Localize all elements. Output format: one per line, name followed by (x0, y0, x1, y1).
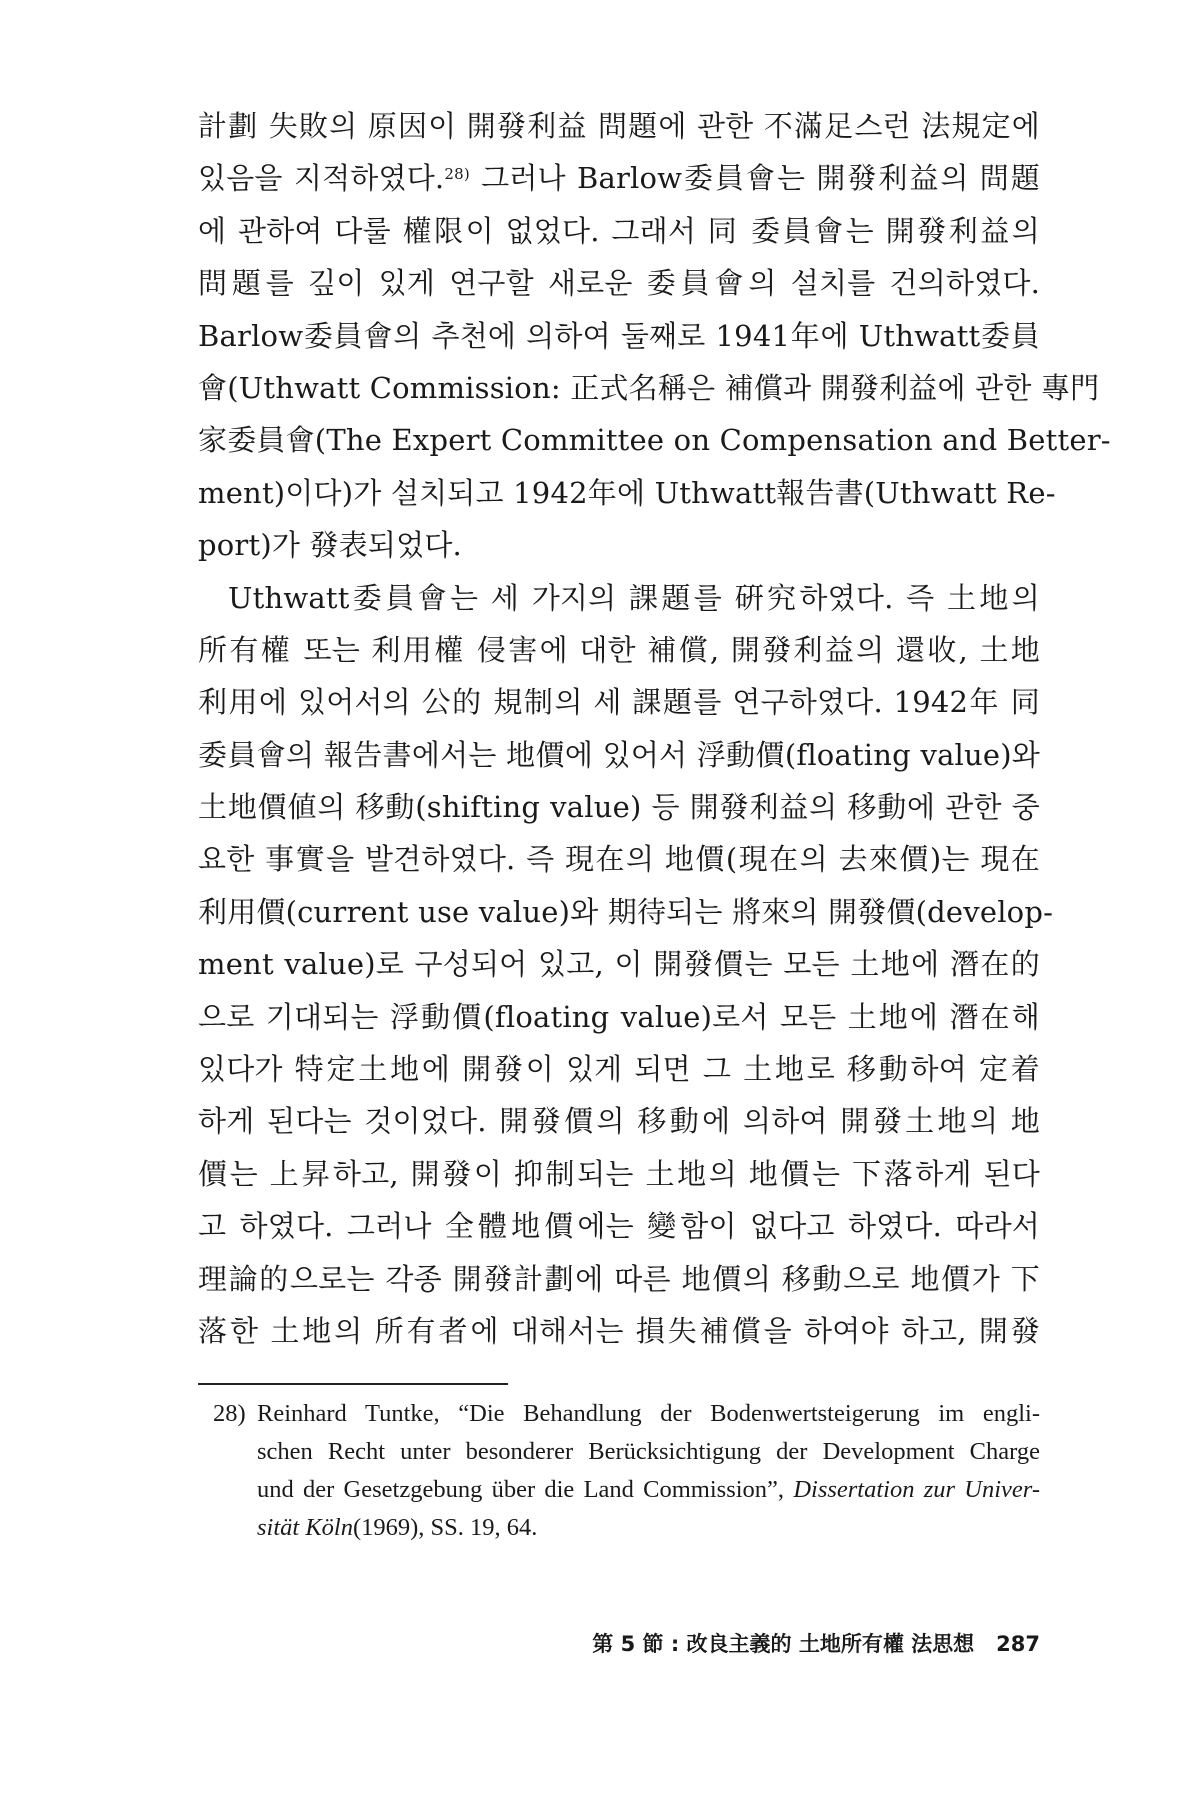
footnote-number: 28) (213, 1400, 246, 1427)
footnote-line: schen Recht unter besonderer Berücksichtigung der Development Charge (257, 1438, 1040, 1465)
footnote-line (213, 1509, 1040, 1547)
body-line: 利用價(current use value)와 期待되는 將來의 開發價(develop- (198, 894, 1054, 929)
page-number: 287 (996, 1632, 1040, 1656)
footnote-line (213, 1471, 1040, 1509)
footnote-title-italic: sität Köln (257, 1514, 353, 1541)
body-line-part: 그러나 Barlow委員會는 開發利益의 問題 (481, 161, 1040, 196)
body-line: 土地價値의 移動(shifting value) 등 開發利益의 移動에 관한 중 (198, 790, 1040, 825)
body-line: 所有權 또는 利用權 侵害에 대한 補償, 開發利益의 還收, 土地 (198, 632, 1040, 667)
body-line: 하게 된다는 것이었다. 開發價의 移動에 의하여 開發土地의 地 (198, 1104, 1040, 1139)
body-line: Barlow委員會의 추천에 의하여 둘째로 1941年에 Uthwatt委員 (198, 318, 1040, 353)
body-line: 있다가 特定土地에 開發이 있게 되면 그 土地로 移動하여 定着 (198, 1052, 1040, 1087)
body-line: 요한 事實을 발견하였다. 즉 現在의 地價(現在의 去來價)는 現在 (198, 842, 1040, 877)
body-line: 利用에 있어서의 公的 規制의 세 課題를 연구하였다. 1942年 同 (198, 685, 1040, 720)
body-line: 問題를 깊이 있게 연구할 새로운 委員會의 설치를 건의하였다. (198, 266, 1040, 301)
body-line: 에 관하여 다룰 權限이 없었다. 그래서 同 委員會는 開發利益의 (198, 213, 1040, 248)
body-line: 委員會의 報告書에서는 地價에 있어서 浮動價(floating value)와 (198, 737, 1040, 772)
body-line: 理論的으로는 각종 開發計劃에 따른 地價의 移動으로 地價가 下 (198, 1261, 1040, 1296)
footnote (213, 1395, 1040, 1547)
body-line: 計劃 失敗의 原因이 開發利益 問題에 관한 不滿足스런 法規定에 (198, 109, 1040, 143)
footnote-text: und der Gesetzgebung über die Land Commission”, (257, 1476, 785, 1503)
footnote-divider (198, 1383, 508, 1385)
body-line: ment)이다)가 설치되고 1942年에 Uthwatt報告書(Uthwatt Re- (198, 475, 1056, 510)
footnote-text: (1969), SS. 19, 64. (352, 1514, 538, 1541)
body-line: 家委員會(The Expert Committee on Compensation and Better- (198, 423, 1111, 458)
body-line: 會(Uthwatt Commission: 正式名稱은 補償과 開發利益에 관한 專門 (198, 370, 1100, 405)
footer-section-title: 第 5 節 : 改良主義的 土地所有權 法思想 (592, 1632, 975, 1656)
body-line: 으로 기대되는 浮動價(floating value)로서 모든 土地에 潛在해 (198, 999, 1040, 1034)
footnote-line (213, 1395, 1040, 1433)
footnote-reference: 28) (444, 165, 470, 184)
body-line: 고 하였다. 그러나 全體地價에는 變함이 없다고 하였다. 따라서 (198, 1209, 1040, 1244)
footnote-title-italic: Dissertation zur Univer- (793, 1476, 1041, 1503)
body-line: port)가 發表되었다. (198, 528, 462, 563)
body-line: Uthwatt委員會는 세 가지의 課題를 硏究하였다. 즉 土地의 (228, 580, 1040, 615)
body-line: 價는 上昇하고, 開發이 抑制되는 土地의 地價는 下落하게 된다 (198, 1156, 1040, 1191)
body-line: 落한 土地의 所有者에 대해서는 損失補償을 하여야 하고, 開發 (198, 1313, 1040, 1348)
body-text (198, 100, 1111, 1357)
body-line: ment value)로 구성되어 있고, 이 開發價는 모든 土地에 潛在的 (198, 947, 1040, 982)
running-footer (545, 1628, 1040, 1658)
body-line-part: 있음을 지적하였다. (198, 161, 445, 196)
body-line (198, 152, 1040, 204)
footnote-text: Reinhard Tuntke, “Die Behandlung der Bodenwertsteigerung im engli- (257, 1400, 1040, 1427)
